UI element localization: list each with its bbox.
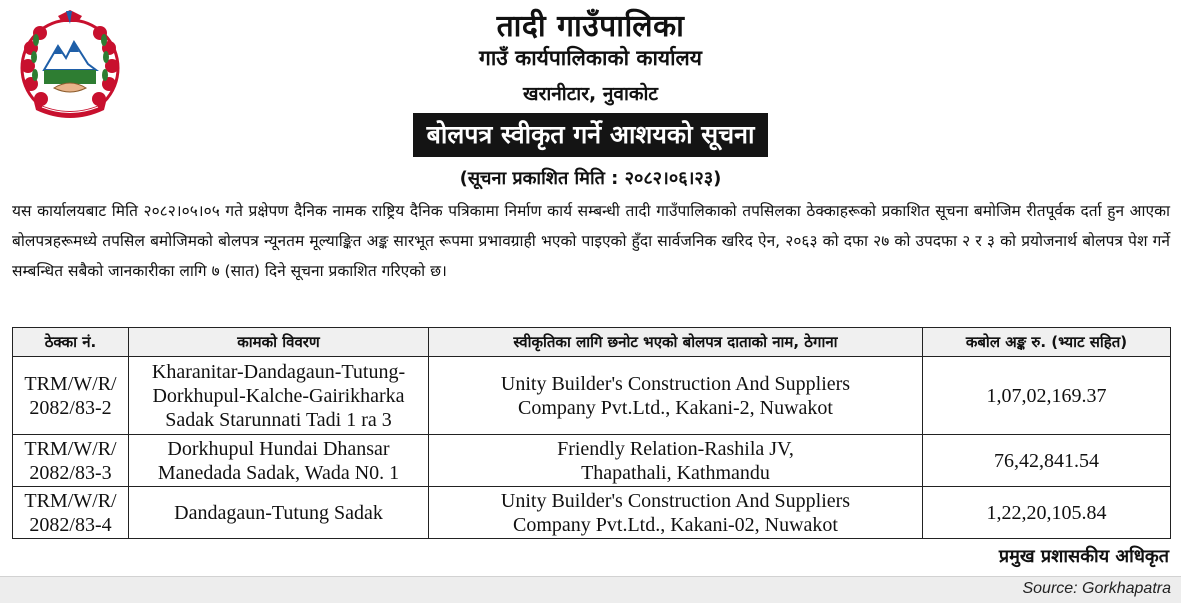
bidder-line: Friendly Relation-Rashila JV,	[557, 437, 794, 460]
header-contract-no: ठेक्का नं.	[13, 328, 129, 357]
amount-cell: 1,07,02,169.37	[923, 357, 1171, 435]
bid-table	[12, 327, 1171, 539]
notice-title-banner	[0, 113, 1181, 157]
bidder-line: Unity Builder's Construction And Suppliers	[500, 489, 851, 512]
work-line: Sadak Starunnati Tadi 1 ra 3	[165, 408, 392, 431]
work-description-cell	[129, 487, 429, 539]
table-row	[13, 435, 1171, 487]
notice-title: बोलपत्र स्वीकृत गर्ने आशयको सूचना	[413, 113, 769, 157]
work-description-cell	[129, 357, 429, 435]
amount-cell: 1,22,20,105.84	[923, 487, 1171, 539]
bidder-cell	[429, 357, 923, 435]
table-row	[13, 357, 1171, 435]
work-line: Dandagaun-Tutung Sadak	[174, 501, 383, 524]
bidder-cell	[429, 487, 923, 539]
contract-no-cell	[13, 487, 129, 539]
work-line: Dorkhupul Hundai Dhansar	[167, 437, 390, 460]
municipality-name: तादी गाउँपालिका	[496, 9, 685, 44]
contract-no-line: 2082/83-2	[29, 396, 112, 419]
table-header-row	[13, 328, 1171, 357]
signature-title: प्रमुख प्रशासकीय अधिकृत	[998, 546, 1169, 567]
bidder-line: Company Pvt.Ltd., Kakani-02, Nuwakot	[513, 513, 838, 536]
work-line: Kharanitar-Dandagaun-Tutung-	[151, 360, 406, 383]
notice-body: यस कार्यालयबाट मिति २०८२।०५।०५ गते प्रक्षेपण दैनिक नामक राष्ट्रिय दैनिक पत्रिकामा निर्माण कार्य सम्बन्धी तादी गाउँपालिकाको तपसिलका ठेक्काहरूको प्रकाशित सूचना बमोजिम रीतपूर्वक दर्ता हुन आएका बोलपत्रहरूमध्ये तपसिल बमोजिमको बोलपत्र न्यूनतम मूल्याङ्कित अङ्क सारभूत रूपमा प्रभावग्राही भएको पाइएको हुँदा सार्वजनिक खरिद ऐन, २०६३ को दफा २७ को उपदफा २ र ३ को प्रयोजनार्थ बोलपत्र पेश गर्ने सम्बन्धित सबैको जानकारीका लागि ७ (सात) दिने सूचना प्रकाशित गरिएको छ।	[12, 202, 1170, 280]
header-amount: कबोल अङ्क रु. (भ्याट सहित)	[923, 328, 1171, 357]
work-line: Manedada Sadak, Wada N0. 1	[157, 461, 400, 484]
contract-no-line: TRM/W/R/	[24, 489, 117, 512]
work-description-cell	[129, 435, 429, 487]
header-bidder: स्वीकृतिका लागि छनोट भएको बोलपत्र दाताको नाम, ठेगाना	[429, 328, 923, 357]
contract-no-line: 2082/83-4	[29, 513, 112, 536]
bidder-line: Company Pvt.Ltd., Kakani-2, Nuwakot	[518, 396, 833, 419]
contract-no-cell	[13, 435, 129, 487]
bidder-line: Thapathali, Kathmandu	[581, 461, 770, 484]
source-bar	[0, 576, 1181, 603]
office-address: खरानीटार, नुवाकोट	[523, 83, 658, 105]
contract-no-line: 2082/83-3	[29, 461, 112, 484]
amount-cell: 76,42,841.54	[923, 435, 1171, 487]
publish-date: (सूचना प्रकाशित मिति : २०८२।०६।२३)	[459, 168, 722, 189]
office-name: गाउँ कार्यपालिकाको कार्यालय	[479, 46, 702, 70]
contract-no-cell	[13, 357, 129, 435]
work-line: Dorkhupul-Kalche-Gairikharka	[152, 384, 405, 407]
bidder-line: Unity Builder's Construction And Suppliers	[500, 372, 851, 395]
contract-no-line: TRM/W/R/	[24, 437, 117, 460]
bidder-cell	[429, 435, 923, 487]
table-row	[13, 487, 1171, 539]
contract-no-line: TRM/W/R/	[24, 372, 117, 395]
header-work-description: कामको विवरण	[129, 328, 429, 357]
source-credit: Source: Gorkhapatra	[1022, 580, 1171, 597]
